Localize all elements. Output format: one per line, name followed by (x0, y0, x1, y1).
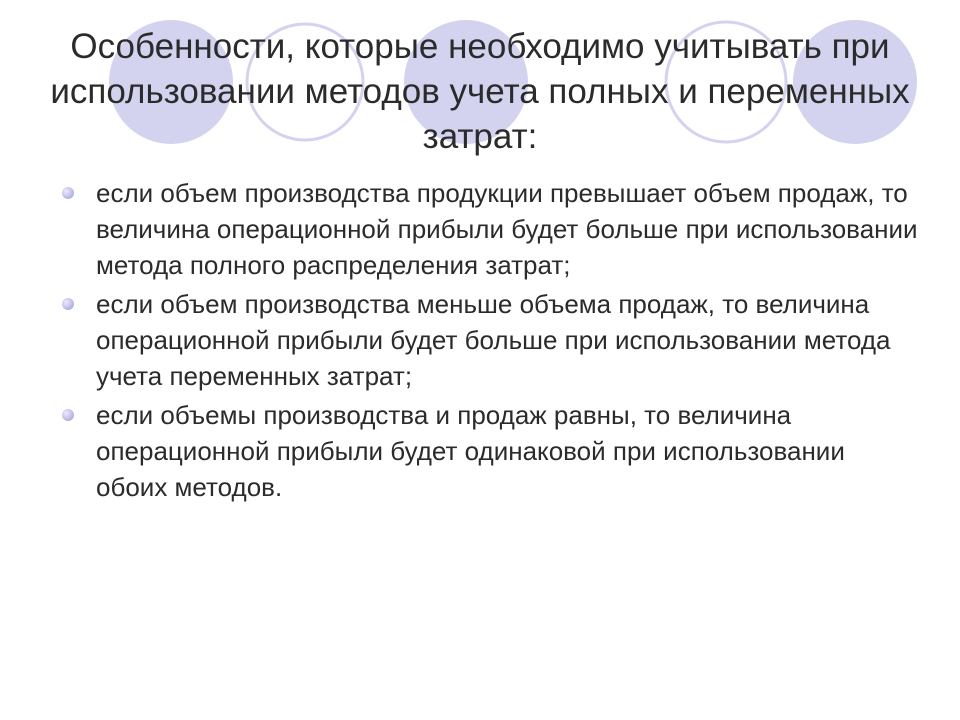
slide-title: Особенности, которые необходимо учитывать при использовании методов учета полных и переменных затрат: (50, 27, 910, 156)
bullet-list (58, 175, 918, 508)
bullet-text: если объем производства продукции превышает объем продаж, то величина операционной прибыли будет больше при использовании метода полного распределения затрат; (96, 178, 918, 280)
bullet-circle-icon (62, 187, 74, 199)
bullet-circle-icon (62, 298, 74, 310)
bullet-item-2 (58, 286, 918, 394)
bullet-circle-icon (62, 409, 74, 421)
bullet-text: если объем производства меньше объема продаж, то величина операционной прибыли будет больше при использовании метода учета переменных затрат; (96, 289, 891, 391)
bullet-item-1 (58, 175, 918, 283)
bullet-text: если объемы производства и продаж равны, то величина операционной прибыли будет одинаковой при использовании обоих методов. (96, 400, 845, 502)
bullet-item-3 (58, 397, 918, 505)
